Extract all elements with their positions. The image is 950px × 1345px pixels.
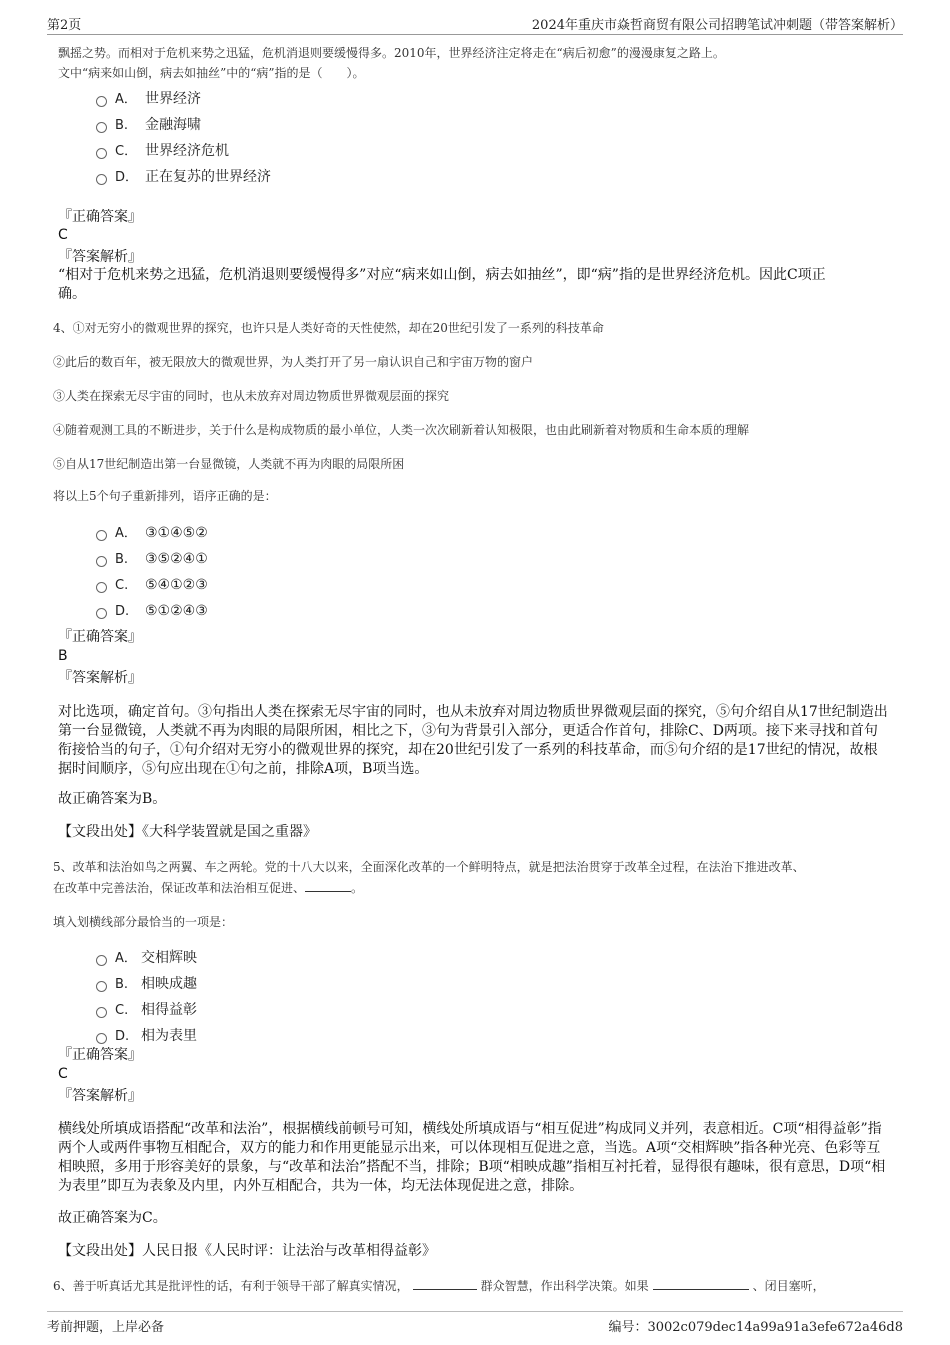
q5-answer: C xyxy=(58,1066,68,1082)
q5-option-a[interactable]: A． 交相辉映 xyxy=(96,949,197,968)
radio-button-icon[interactable] xyxy=(96,556,107,567)
radio-button-icon[interactable] xyxy=(96,1007,107,1018)
radio-button-icon[interactable] xyxy=(96,122,107,133)
q3-intro-line2: 文中“病来如山倒，病去如抽丝”中的“病”指的是（ ）。 xyxy=(58,66,365,80)
radio-button-icon[interactable] xyxy=(96,955,107,966)
q3-option-b[interactable]: B. 金融海啸 xyxy=(96,116,201,135)
page-number: 第2页 xyxy=(47,18,82,33)
radio-button-icon[interactable] xyxy=(96,1033,107,1044)
q6-blank-2 xyxy=(653,1277,749,1290)
q3-answer-label: 『正确答案』 xyxy=(58,209,142,225)
q5-stem-line2: 在改革中完善法治，保证改革和法治相互促进、 。 xyxy=(53,881,364,895)
q4-conclusion: 故正确答案为B。 xyxy=(58,791,167,807)
q4-sentence-5: ⑤自从17世纪制造出第一台显微镜，人类就不再为肉眼的局限所困 xyxy=(53,457,405,471)
page-header xyxy=(47,14,903,35)
radio-button-icon[interactable] xyxy=(96,96,107,107)
q5-option-d[interactable]: D. 相为表里 xyxy=(96,1027,197,1046)
q4-sentence-4: ④随着观测工具的不断进步，关于什么是构成物质的最小单位，人类一次次刷新着认知极限，也由此刷新着对物质和生命本质的理解 xyxy=(53,423,750,437)
q6-blank-1 xyxy=(413,1277,477,1290)
q4-option-b[interactable]: B. ③⑤②④① xyxy=(96,550,208,569)
q3-analysis-line1: “相对于危机来势之迅猛，危机消退则要缓慢得多”对应“病来如山倒，病去如抽丝”，即“病”指的是世界经济危机。因此C项正 xyxy=(58,267,826,283)
q3-option-c[interactable]: C． 世界经济危机 xyxy=(96,142,229,161)
q4-sentence-2: ②此后的数百年，被无限放大的微观世界，为人类打开了另一扇认识自己和宇宙万物的窗户 xyxy=(53,355,534,369)
q5-option-b[interactable]: B. 相映成趣 xyxy=(96,975,197,994)
q4-sentence-3: ③人类在探索无尽宇宙的同时，也从未放弃对周边物质世界微观层面的探究 xyxy=(53,389,450,403)
q5-source: 【文段出处】人民日报《人民时评：让法治与改革相得益彰》 xyxy=(58,1243,436,1259)
q4-source: 【文段出处】《大科学装置就是国之重器》 xyxy=(58,824,317,840)
radio-button-icon[interactable] xyxy=(96,981,107,992)
radio-button-icon[interactable] xyxy=(96,530,107,541)
document-title: 2024年重庆市焱哲商贸有限公司招聘笔试冲刺题（带答案解析） xyxy=(531,18,903,33)
radio-button-icon[interactable] xyxy=(96,148,107,159)
page-footer xyxy=(47,1311,903,1335)
q4-answer-label: 『正确答案』 xyxy=(58,629,142,645)
q5-stem-line1: 5、改革和法治如鸟之两翼、车之两轮。党的十八大以来，全面深化改革的一个鲜明特点，就是把法治贯穿于改革全过程，在法治下推进改革、 xyxy=(53,860,805,874)
q5-conclusion: 故正确答案为C。 xyxy=(58,1210,167,1226)
q6-stem: 6、善于听真话尤其是批评性的话，有利于领导干部了解真实情况， 群众智慧，作出科学决策。如果 、闭目塞听， xyxy=(53,1279,825,1293)
q3-answer: C xyxy=(58,227,68,243)
q4-prompt: 将以上5个句子重新排列，语序正确的是： xyxy=(53,489,277,503)
q4-analysis: 对比选项，确定首句。③句指出人类在探索无尽宇宙的同时，也从未放弃对周边物质世界微观层面的探究，⑤句介绍自从17世纪制造出第一台显微镜，人类就不再为肉眼的局限所困，相比之下，③句为背景引入部分，更适合作首句，排除C、D两项。接下来寻找和首句衔接恰当的句子，①句介绍对无穷小的微观世界的探究，却在20世纪引发了一系列的科技革命，而⑤句介绍的是17世纪的情况，故根据时间顺序，⑤句应出现在①句之前，排除A项，B项当选。 xyxy=(58,704,888,777)
q4-option-a[interactable]: A． ③①④⑤② xyxy=(96,524,208,543)
q5-option-c[interactable]: C. 相得益彰 xyxy=(96,1001,197,1020)
q5-blank xyxy=(305,879,351,892)
q3-intro-line1: 飘摇之势。而相对于危机来势之迅猛，危机消退则要缓慢得多。2010年，世界经济注定将走在“病后初愈”的漫漫康复之路上。 xyxy=(58,46,725,60)
q5-analysis-label: 『答案解析』 xyxy=(58,1088,142,1104)
q4-analysis-label: 『答案解析』 xyxy=(58,670,142,686)
q4-sentence-1: 4、①对无穷小的微观世界的探究，也许只是人类好奇的天性使然，却在20世纪引发了一系列的科技革命 xyxy=(53,321,604,335)
radio-button-icon[interactable] xyxy=(96,608,107,619)
radio-button-icon[interactable] xyxy=(96,582,107,593)
q5-analysis: 横线处所填成语搭配“改革和法治”，根据横线前顿号可知，横线处所填成语与“相互促进”构成同义并列，表意相近。C项“相得益彰”指两个人或两件事物互相配合，双方的能力和作用更能显示出来，可以体现相互促进之意，当选。A项“交相辉映”指各种光亮、色彩等互相映照，多用于形容美好的景象，与“改革和法治”搭配不当，排除；B项“相映成趣”指相互衬托着，显得很有趣味，很有意思，D项“相为表里”即互为表象及内里，内外互相配合，共为一体，均无法体现促进之意，排除。 xyxy=(58,1121,886,1194)
q3-option-d[interactable]: D． 正在复苏的世界经济 xyxy=(96,168,271,187)
q3-option-a[interactable]: A． 世界经济 xyxy=(96,90,201,109)
q5-answer-label: 『正确答案』 xyxy=(58,1047,142,1063)
document-id: 编号：3002c079dec14a99a91a3efe672a46d8 xyxy=(608,1320,903,1335)
footer-slogan: 考前押题，上岸必备 xyxy=(47,1320,165,1335)
q3-analysis-line2: 确。 xyxy=(58,286,86,302)
q4-answer: B xyxy=(58,648,68,664)
radio-button-icon[interactable] xyxy=(96,174,107,185)
q3-analysis-label: 『答案解析』 xyxy=(58,249,142,265)
q4-option-d[interactable]: D. ⑤①②④③ xyxy=(96,602,208,621)
q4-option-c[interactable]: C. ⑤④①②③ xyxy=(96,576,208,595)
q5-prompt: 填入划横线部分最恰当的一项是： xyxy=(53,915,234,929)
